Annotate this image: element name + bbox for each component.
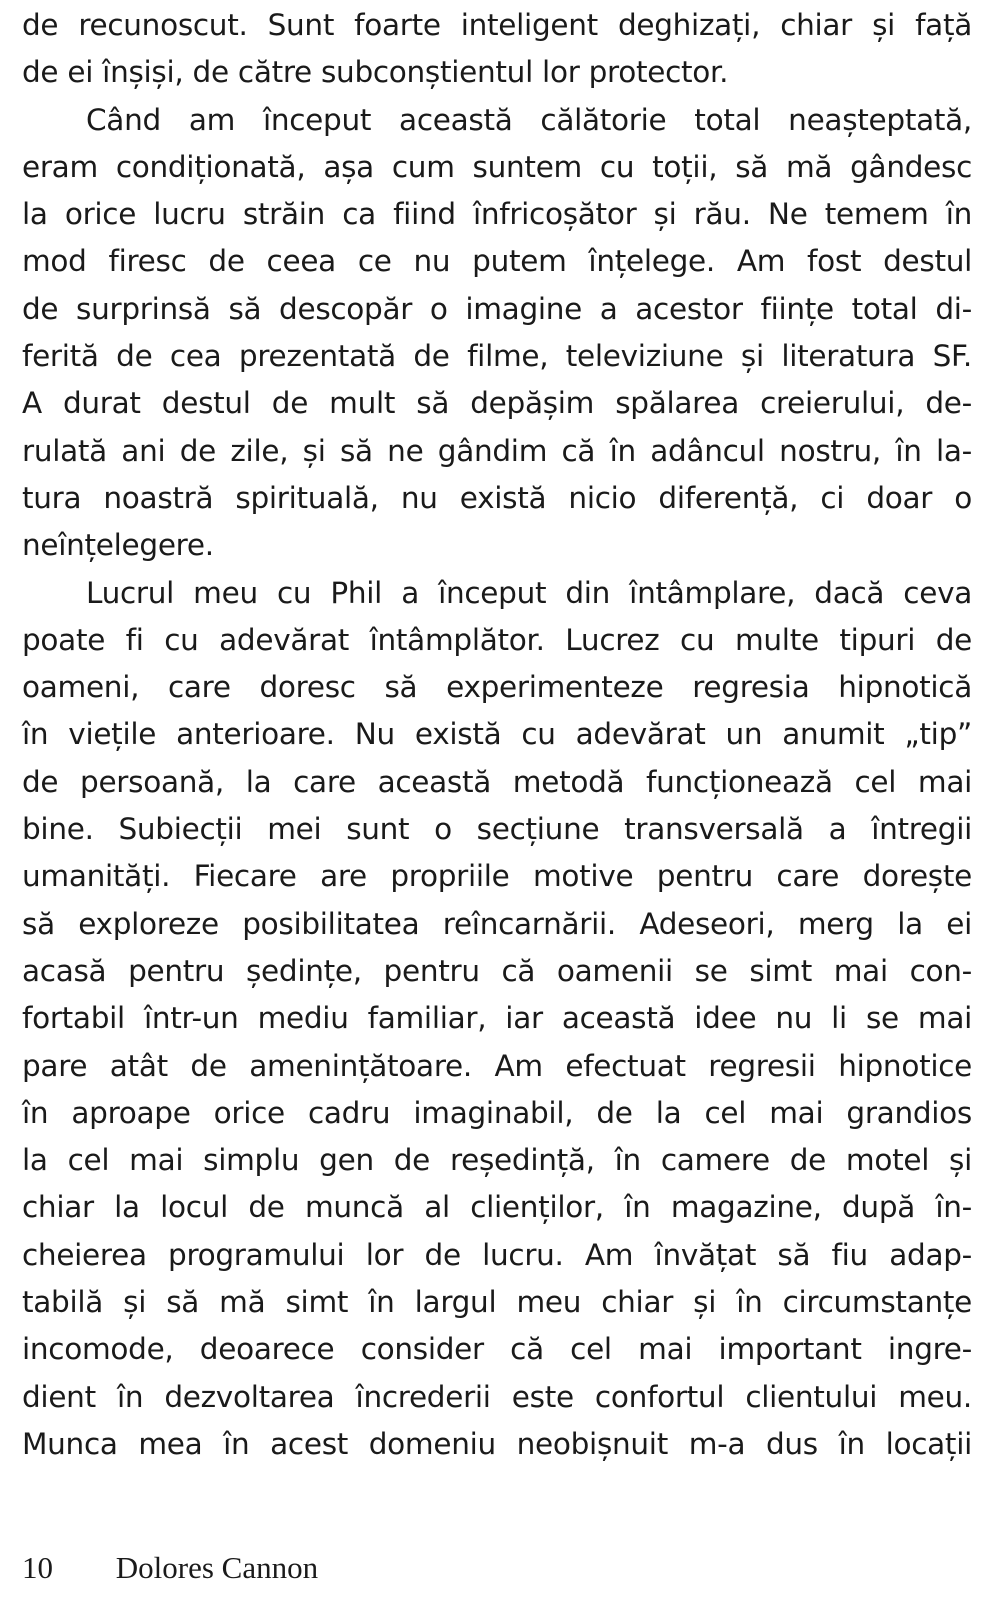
text-line: ferită de cea prezentată de filme, televiziune și literatura SF. xyxy=(22,339,972,374)
text-line: chiar la locul de muncă al clienților, în magazine, după în- xyxy=(22,1190,972,1225)
text-line: în viețile anterioare. Nu există cu adevărat un anumit „tip” xyxy=(22,717,972,752)
text-line: mod firesc de ceea ce nu putem înțelege. Am fost destul xyxy=(22,244,972,279)
running-head-author: Dolores Cannon xyxy=(115,1550,319,1585)
text-line: pare atât de amenințătoare. Am efectuat regresii hipnotice xyxy=(22,1048,972,1083)
text-line: bine. Subiecții mei sunt o secțiune transversală a întregii xyxy=(22,812,972,847)
text-line: rulată ani de zile, și să ne gândim că în adâncul nostru, în la- xyxy=(22,433,972,468)
paragraph-first-line: Lucrul meu cu Phil a început din întâmplare, dacă ceva xyxy=(86,575,972,610)
text-line: de ei înșiși, de către subconștientul lor protector. xyxy=(22,55,729,90)
text-line: tura noastră spirituală, nu există nicio diferență, ci doar o xyxy=(22,480,972,515)
page-number: 10 xyxy=(22,1550,53,1585)
text-line: de surprinsă să descopăr o imagine a acestor ființe total di- xyxy=(22,291,972,326)
text-line: A durat destul de mult să depășim spălarea creierului, de- xyxy=(22,386,972,421)
text-line: poate fi cu adevărat întâmplător. Lucrez cu multe tipuri de xyxy=(22,622,972,657)
text-line: incomode, deoarece consider că cel mai important ingre- xyxy=(22,1332,972,1367)
text-line: să exploreze posibilitatea reîncarnării. Adeseori, merg la ei xyxy=(22,906,972,941)
text-line: neînțelegere. xyxy=(22,528,214,563)
text-line: de recunoscut. Sunt foarte inteligent deghizați, chiar și față xyxy=(22,8,972,42)
paragraph-first-line: Când am început această călătorie total neașteptată, xyxy=(86,102,972,137)
text-line: eram condiționată, așa cum suntem cu toții, să mă gândesc xyxy=(22,149,972,184)
text-line: de persoană, la care această metodă funcționează cel mai xyxy=(22,764,972,799)
text-line: oameni, care doresc să experimenteze regresia hipnotică xyxy=(22,670,972,705)
text-line: Munca mea în acest domeniu neobișnuit m-a dus în locații xyxy=(22,1426,972,1461)
body-text xyxy=(22,2,972,1468)
text-line: la orice lucru străin ca fiind înfricoșător și rău. Ne temem în xyxy=(22,197,972,232)
text-line: fortabil într-un mediu familiar, iar această idee nu li se mai xyxy=(22,1001,972,1036)
text-line: acasă pentru ședințe, pentru că oamenii se simt mai con- xyxy=(22,953,972,988)
text-line: tabilă și să mă simt în largul meu chiar și în circumstanțe xyxy=(22,1285,972,1320)
text-line: cheierea programului lor de lucru. Am învățat să fiu adap- xyxy=(22,1237,972,1272)
text-line: la cel mai simplu gen de reședință, în camere de motel și xyxy=(22,1143,972,1178)
text-line: dient în dezvoltarea încrederii este confortul clientului meu. xyxy=(22,1379,972,1414)
page-footer xyxy=(22,1548,318,1588)
text-line: umanități. Fiecare are propriile motive pentru care dorește xyxy=(22,859,972,894)
text-line: în aproape orice cadru imaginabil, de la cel mai grandios xyxy=(22,1095,972,1130)
